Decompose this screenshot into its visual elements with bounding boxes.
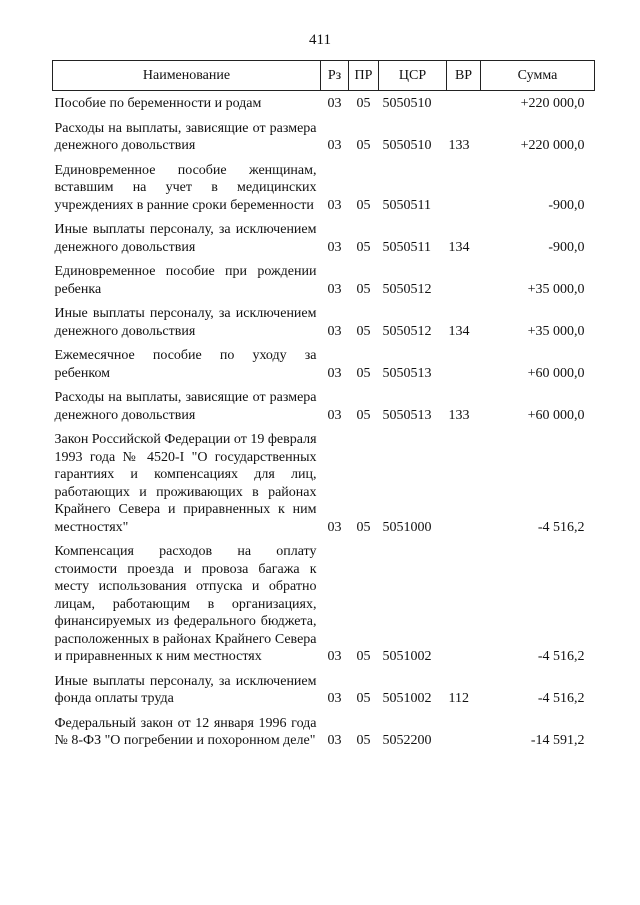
row-csr: 5050513 [382, 407, 432, 423]
table-row [53, 120, 595, 162]
row-name: Единовременное пособие при рождении ребенка [54, 264, 317, 297]
row-rz: 03 [327, 197, 342, 213]
row-vr: 134 [448, 239, 470, 255]
row-pr: 05 [356, 407, 371, 423]
table-row [53, 431, 595, 543]
row-name: Пособие по беременности и родам [54, 96, 262, 111]
header-rz: Рз [321, 61, 349, 91]
row-csr: 5050511 [382, 239, 431, 255]
row-csr: 5050511 [382, 197, 431, 213]
row-rz: 03 [327, 281, 342, 297]
header-name: Наименование [53, 61, 321, 91]
row-rz: 03 [327, 138, 342, 153]
table-row [53, 715, 595, 757]
row-csr: 5050512 [382, 281, 432, 297]
row-csr: 5051000 [382, 519, 432, 535]
row-vr [447, 543, 481, 673]
row-name: Расходы на выплаты, зависящие от размера денежного довольствия [54, 120, 317, 153]
row-vr: 134 [448, 323, 470, 339]
table-row [53, 263, 595, 305]
row-sum: +60 000,0 [527, 407, 585, 423]
row-name: Федеральный закон от 12 января 1996 года № 8-ФЗ "О погребении и похоронном деле" [54, 715, 317, 748]
row-rz: 03 [327, 691, 342, 706]
row-vr: 133 [448, 407, 470, 423]
row-csr: 5050513 [382, 365, 432, 381]
row-csr: 5050510 [382, 96, 432, 111]
table-row [53, 91, 595, 120]
row-pr: 05 [356, 691, 371, 706]
table-row [53, 543, 595, 673]
row-rz: 03 [327, 407, 342, 423]
table-row [53, 221, 595, 263]
row-pr: 05 [356, 281, 371, 297]
row-csr: 5050512 [382, 323, 432, 339]
row-name: Иные выплаты персоналу, за исключением денежного довольствия [54, 222, 317, 255]
row-csr: 5051002 [382, 649, 432, 664]
header-csr: ЦСР [379, 61, 447, 91]
table-row [53, 162, 595, 222]
table-row [53, 673, 595, 715]
row-csr: 5052200 [382, 733, 432, 748]
row-vr: 112 [448, 691, 469, 706]
row-name: Единовременное пособие женщинам, вставшим на учет в медицинских учреждениях в ранние сроки беременности [54, 162, 317, 213]
row-rz: 03 [327, 365, 342, 381]
row-sum: +60 000,0 [527, 365, 585, 381]
row-vr [447, 162, 481, 222]
row-rz: 03 [327, 96, 342, 111]
row-sum: +220 000,0 [520, 96, 585, 111]
row-pr: 05 [356, 323, 371, 339]
header-vr: ВР [447, 61, 481, 91]
row-pr: 05 [356, 519, 371, 535]
row-pr: 05 [356, 138, 371, 153]
row-vr [447, 91, 481, 120]
row-rz: 03 [327, 733, 342, 748]
row-rz: 03 [327, 239, 342, 255]
budget-table [52, 60, 595, 757]
row-sum: -4 516,2 [537, 519, 585, 535]
row-sum: -14 591,2 [530, 733, 585, 748]
row-name: Закон Российской Федерации от 19 февраля 1993 года № 4520-I "О государственных гарантиях и компенсациях для лиц, работающих и проживающих в районах Крайнего Севера и приравненных к ним местностях" [54, 432, 317, 535]
row-sum: +35 000,0 [527, 281, 585, 297]
row-vr [447, 431, 481, 543]
table-body [53, 91, 595, 757]
row-vr: 133 [448, 138, 470, 153]
row-sum: +220 000,0 [520, 138, 585, 153]
row-pr: 05 [356, 197, 371, 213]
row-rz: 03 [327, 323, 342, 339]
row-pr: 05 [356, 239, 371, 255]
row-pr: 05 [356, 733, 371, 748]
header-sum: Сумма [481, 61, 595, 91]
row-name: Иные выплаты персоналу, за исключением денежного довольствия [54, 306, 317, 339]
row-vr [447, 715, 481, 757]
row-sum: -4 516,2 [537, 649, 585, 664]
row-vr [447, 347, 481, 389]
row-name: Компенсация расходов на оплату стоимости проезда и провоза багажа к месту использования отпуска и обратно лицам, работающим в организациях, финансируемых из федерального бюджета, расположенных в районах Крайнего Севера и приравненных к ним местностях [54, 544, 317, 664]
row-csr: 5050510 [382, 138, 432, 153]
row-pr: 05 [356, 96, 371, 111]
table-row [53, 347, 595, 389]
table-row [53, 389, 595, 431]
row-pr: 05 [356, 649, 371, 664]
header-pr: ПР [349, 61, 379, 91]
row-sum: +35 000,0 [527, 323, 585, 339]
row-name: Расходы на выплаты, зависящие от размера денежного довольствия [54, 390, 317, 423]
row-rz: 03 [327, 649, 342, 664]
row-pr: 05 [356, 365, 371, 381]
table-row [53, 305, 595, 347]
table-header [53, 61, 595, 91]
row-vr [447, 263, 481, 305]
row-sum: -900,0 [548, 239, 585, 255]
row-sum: -4 516,2 [537, 691, 585, 706]
row-rz: 03 [327, 519, 342, 535]
row-name: Иные выплаты персоналу, за исключением фонда оплаты труда [54, 673, 317, 706]
row-sum: -900,0 [548, 197, 585, 213]
row-name: Ежемесячное пособие по уходу за ребенком [54, 348, 317, 381]
row-csr: 5051002 [382, 691, 432, 706]
page-number: 411 [309, 32, 331, 48]
